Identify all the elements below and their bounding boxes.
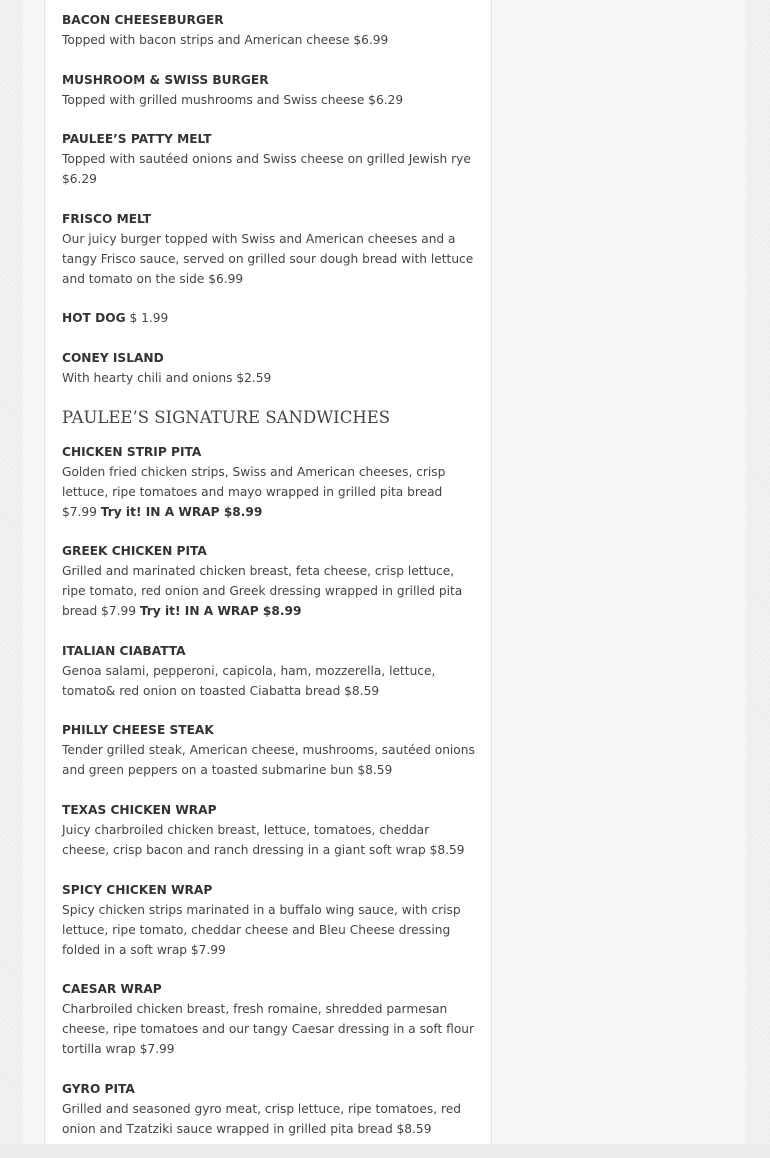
menu-item — [62, 979, 478, 1059]
item-description: Topped with grilled mushrooms and Swiss cheese $6.29 — [62, 92, 404, 107]
item-price: $ 1.99 — [125, 311, 169, 326]
item-description: Genoa salami, pepperoni, capicola, ham, mozzerella, lettuce, tomato& red onion on toasted Ciabatta bread $8.59 — [62, 663, 436, 698]
item-name: TEXAS CHICKEN WRAP — [62, 802, 217, 817]
item-description: Charbroiled chicken breast, fresh romaine, shredded parmesan cheese, ripe tomatoes and our tangy Caesar dressing in a soft flour tortilla wrap $7.99 — [62, 1002, 475, 1057]
item-name: PHILLY CHEESE STEAK — [62, 723, 214, 738]
item-description: Grilled and marinated chicken breast, feta cheese, crisp lettuce, ripe tomato, red onion and Greek dressing wrapped in grilled pita bread $7.99 — [62, 564, 463, 619]
item-description: Golden fried chicken strips, Swiss and American cheeses, crisp lettuce, ripe tomatoes and mayo wrapped in grilled pita bread $7.99 — [62, 464, 446, 519]
item-description: Topped with sautéed onions and Swiss cheese on grilled Jewish rye $6.29 — [62, 152, 471, 187]
menu-item — [62, 641, 478, 701]
item-name: CHICKEN STRIP PITA — [62, 444, 202, 459]
item-description: With hearty chili and onions $2.59 — [62, 370, 272, 385]
item-name: MUSHROOM & SWISS BURGER — [62, 72, 269, 87]
item-name: ITALIAN CIABATTA — [62, 643, 186, 658]
item-name: FRISCO MELT — [62, 211, 152, 226]
menu-item — [62, 442, 478, 522]
item-description: Our juicy burger topped with Swiss and American cheeses and a tangy Frisco sauce, served on grilled sour dough bread with lettuce and tomato on the side $6.99 — [62, 231, 474, 286]
section-heading: PAULEE’S SIGNATURE SANDWICHES — [62, 407, 391, 427]
menu-item — [62, 720, 478, 780]
item-description: Spicy chicken strips marinated in a buffalo wing sauce, with crisp lettuce, ripe tomato, cheddar cheese and Bleu Cheese dressing folded in a soft wrap $7.99 — [62, 902, 461, 957]
menu-item-hot-dog — [62, 308, 478, 328]
menu-item — [62, 800, 478, 860]
item-name: GYRO PITA — [62, 1081, 135, 1096]
menu-item — [62, 129, 478, 189]
menu-list — [62, 10, 478, 1158]
item-name: GREEK CHICKEN PITA — [62, 544, 207, 559]
item-description: Juicy charbroiled chicken breast, lettuce, tomatoes, cheddar cheese, crisp bacon and ranch dressing in a giant soft wrap $8.59 — [62, 822, 465, 857]
menu-item — [62, 70, 478, 110]
item-wrap-offer: Try it! IN A WRAP $8.99 — [100, 504, 263, 519]
menu-item — [62, 10, 478, 50]
item-name: HOT DOG — [62, 311, 126, 326]
menu-item — [62, 541, 478, 621]
menu-item — [62, 1079, 478, 1139]
menu-item-coney-island — [62, 348, 478, 388]
item-name: BACON CHEESEBURGER — [62, 13, 224, 27]
item-name: CONEY ISLAND — [62, 350, 164, 365]
item-name: CAESAR WRAP — [62, 982, 162, 997]
item-name: PAULEE’S PATTY MELT — [62, 132, 212, 147]
sidebar — [492, 0, 746, 1144]
item-name: SPICY CHICKEN WRAP — [62, 882, 213, 897]
item-description: Grilled and seasoned gyro meat, crisp lettuce, ripe tomatoes, red onion and Tzatziki sauce wrapped in grilled pita bread $8.59 — [62, 1101, 461, 1136]
menu-item — [62, 209, 478, 289]
item-description: Tender grilled steak, American cheese, mushrooms, sautéed onions and green peppers on a toasted submarine bun $8.59 — [62, 743, 475, 778]
item-description: Topped with bacon strips and American cheese $6.99 — [62, 33, 389, 47]
item-wrap-offer: Try it! IN A WRAP $8.99 — [139, 604, 302, 619]
menu-item — [62, 880, 478, 960]
